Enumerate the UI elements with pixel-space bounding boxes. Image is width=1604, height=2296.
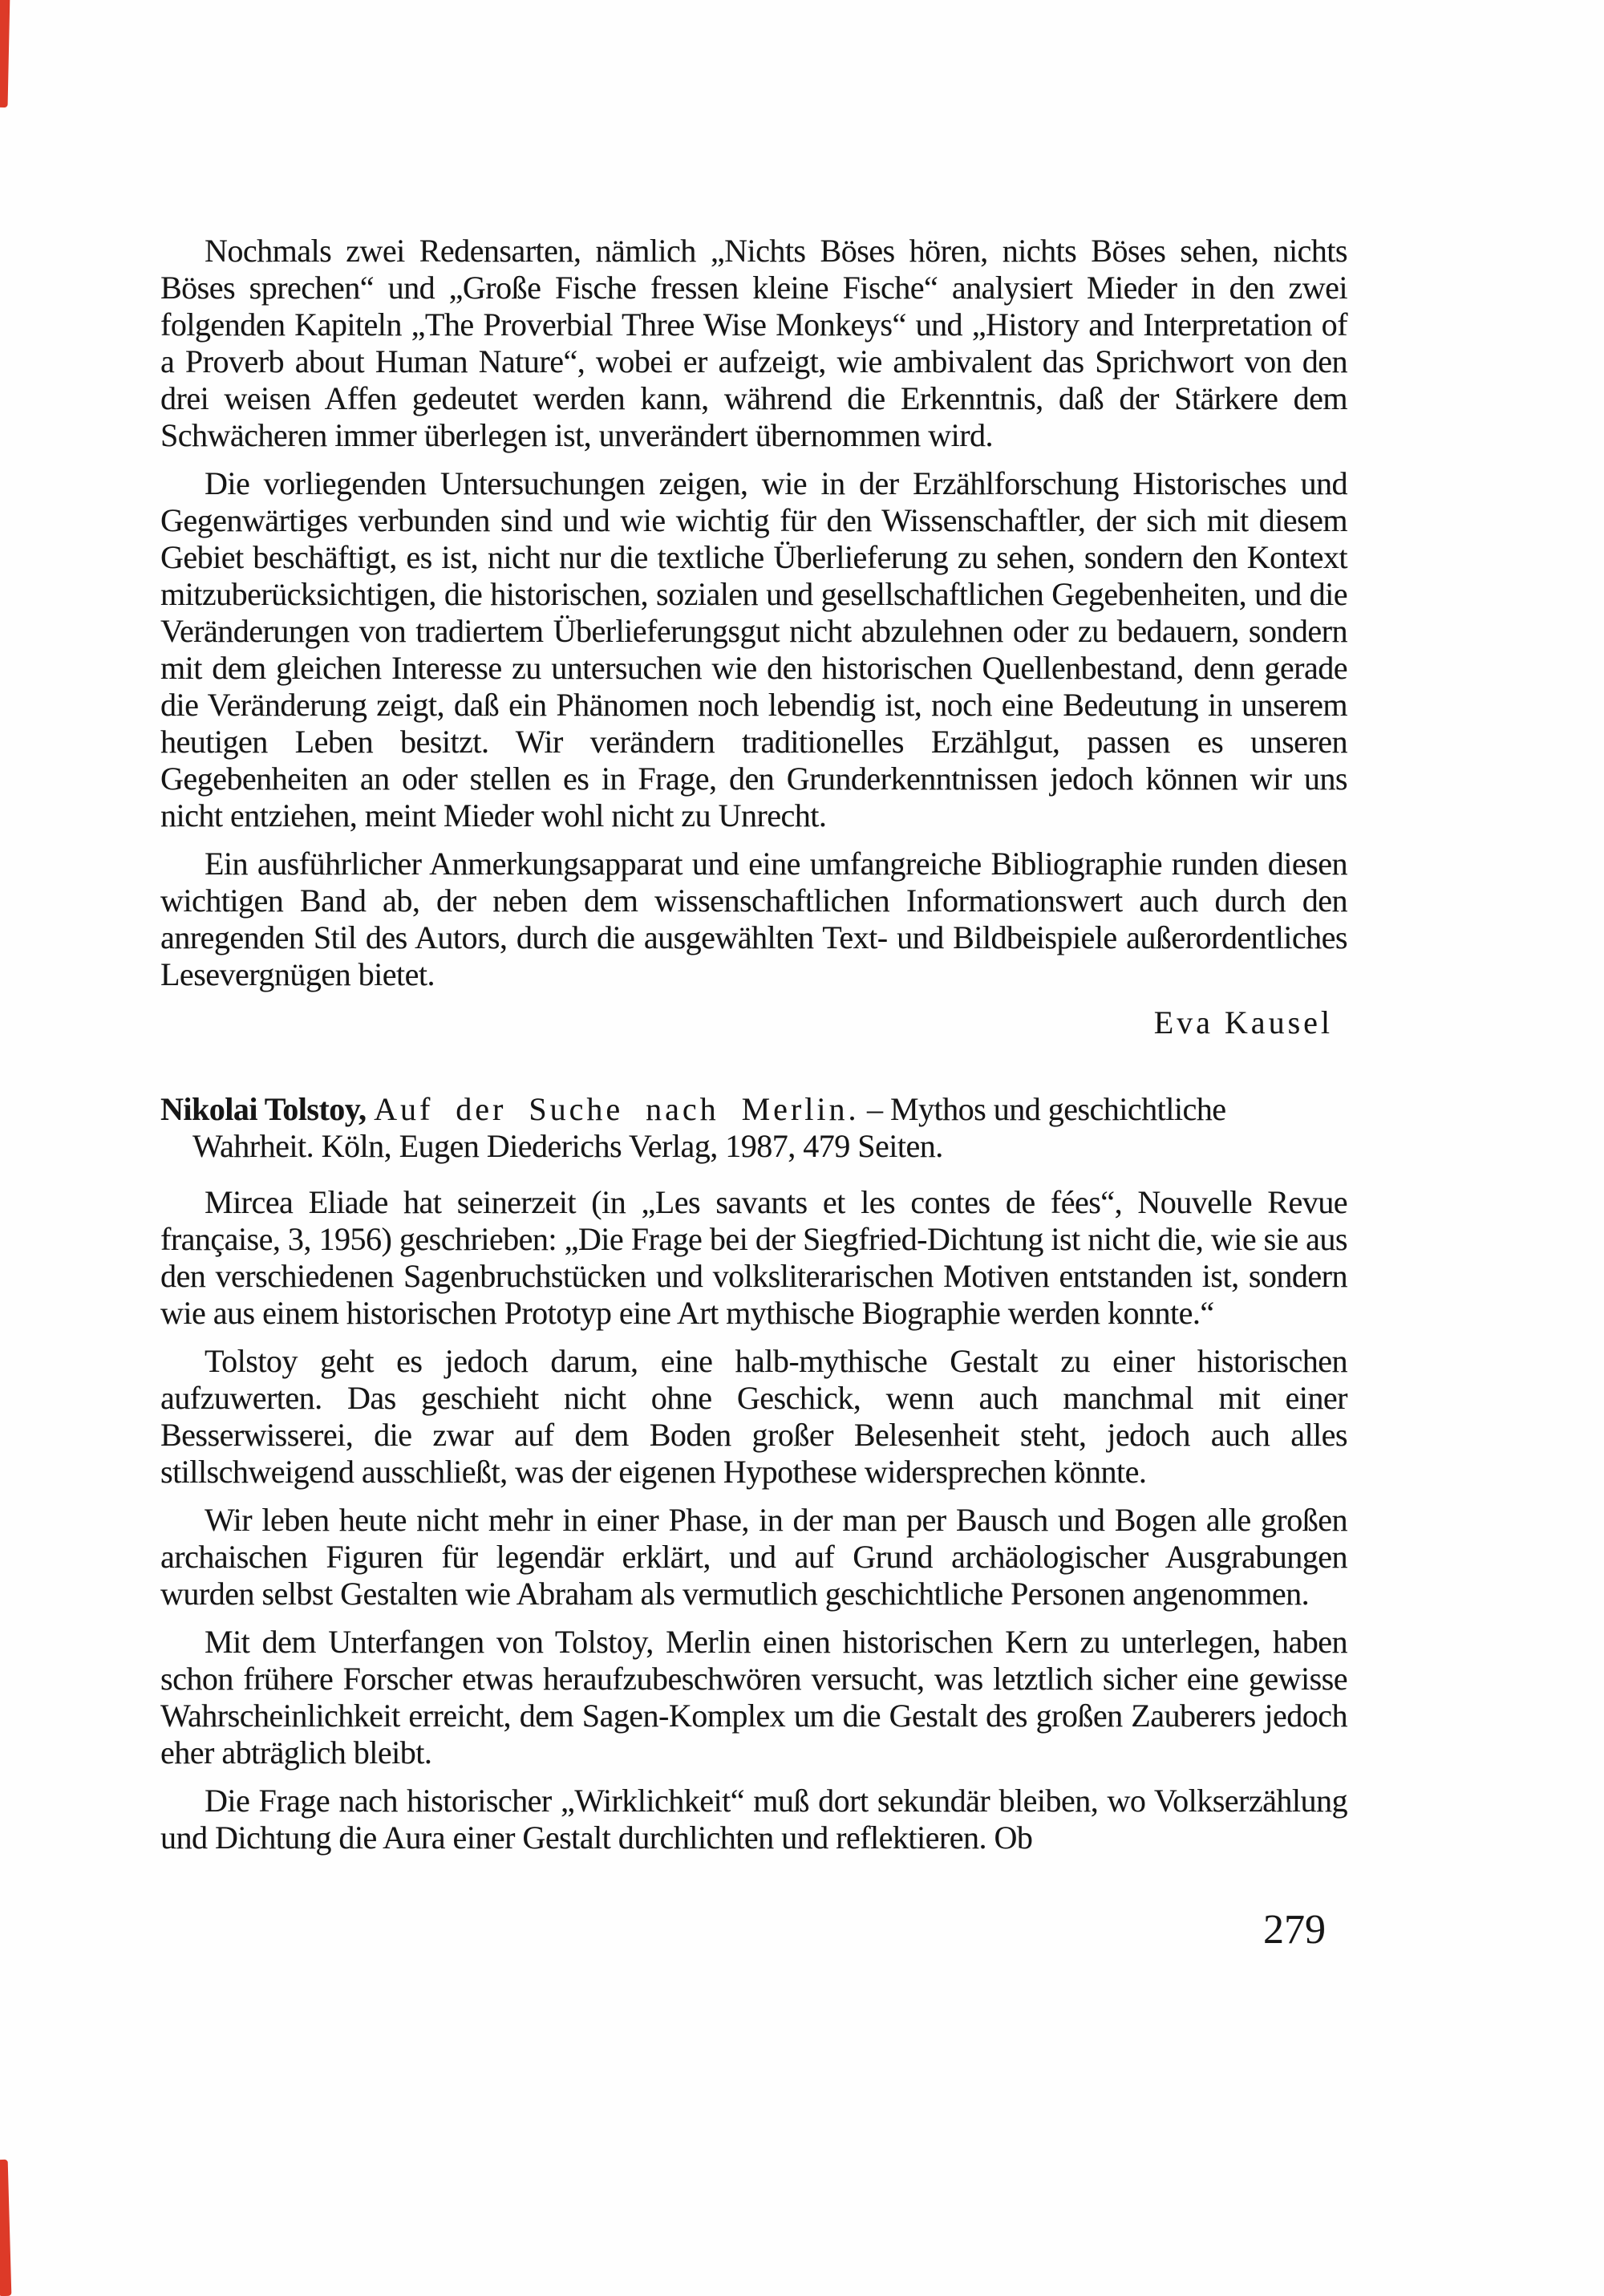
red-edge-mark-bottom [0,2160,11,2296]
page-number: 279 [1263,1907,1326,1953]
review-heading [160,1091,1347,1165]
review-book-subtitle: – Mythos und geschichtliche Wahrheit. Köln, Eugen Diederichs Verlag, 1987, 479 Seiten. [192,1091,1226,1164]
reviewer-signature: Eva Kausel [1153,1004,1333,1041]
paragraph-review-3: Wir leben heute nicht mehr in einer Phase, in der man per Bausch und Bogen alle großen archaischen Figuren für legendär erklärt, und auf Grund archäologischer Ausgrabungen wurden selbst Gestalten wie Abraham als vermutlich geschichtliche Personen angenommen. [160,1502,1347,1612]
paragraph-review-5: Die Frage nach historischer „Wirklichkeit“ muß dort sekundär bleiben, wo Volkserzählung und Dichtung die Aura einer Gestalt durchlichten und reflektieren. Ob [160,1783,1347,1856]
paragraph-front-3: Ein ausführlicher Anmerkungsapparat und eine umfangreiche Bibliographie runden diesen wichtigen Band ab, der neben dem wissenschaftlichen Informationswert auch durch den anregenden Stil des Autors, durch die ausgewählten Text- und Bildbeispiele außerordentliches Lesevergnügen bietet. [160,846,1347,992]
paragraph-review-2: Tolstoy geht es jedoch darum, eine halb-mythische Gestalt zu einer historischen aufzuwerten. Das geschieht nicht ohne Geschick, wenn auch manchmal mit einer Besserwisserei, die zwar auf dem Boden großer Belesenheit steht, jedoch auch alles stillschweigend ausschließt, was der eigenen Hypothese widersprechen könnte. [160,1343,1347,1490]
text-column [160,233,1347,1951]
red-edge-mark-top [0,0,10,107]
paragraph-review-1: Mircea Eliade hat seinerzeit (in „Les savants et les contes de fées“, Nouvelle Revue française, 3, 1956) geschrieben: „Die Frage bei der Siegfried-Dichtung ist nicht die, wie sie aus den verschiedenen Sagenbruchstücken und volksliterarischen Motiven entstanden ist, sondern wie aus einem historischen Prototyp eine Art mythische Biographie werden konnte.“ [160,1184,1347,1331]
review-book-title: Auf der Suche nach Merlin. [374,1091,860,1127]
review-book-author: Nikolai Tolstoy, [160,1091,367,1127]
paragraph-front-1: Nochmals zwei Redensarten, nämlich „Nichts Böses hören, nichts Böses sehen, nichts Böses sprechen“ und „Große Fische fressen kleine Fische“ analysiert Mieder in den zwei folgenden Kapiteln „The Proverbial Three Wise Monkeys“ und „History and Interpretation of a Proverb about Human Nature“, wobei er aufzeigt, wie ambivalent das Sprichwort von den drei weisen Affen gedeutet werden kann, während die Erkenntnis, daß der Stärkere dem Schwächeren immer überlegen ist, unverändert übernommen wird. [160,233,1347,453]
paragraph-front-2: Die vorliegenden Untersuchungen zeigen, wie in der Erzählforschung Historisches und Gegenwärtiges verbunden sind und wie wichtig für den Wissenschaftler, der sich mit diesem Gebiet beschäftigt, es ist, nicht nur die textliche Überlieferung zu sehen, sondern den Kontext mitzuberücksichtigen, die historischen, sozialen und gesellschaftlichen Gegebenheiten, und die Veränderungen von tradiertem Überlieferungsgut nicht abzulehnen oder zu bedauern, sondern mit dem gleichen Interesse zu untersuchen wie den historischen Quellenbestand, denn gerade die Veränderung zeigt, daß ein Phänomen noch lebendig ist, noch eine Bedeutung in unserem heutigen Leben besitzt. Wir verändern traditionelles Erzählgut, passen es unseren Gegebenheiten an oder stellen es in Frage, den Grunderkenntnissen jedoch können wir uns nicht entziehen, meint Mieder wohl nicht zu Unrecht. [160,465,1347,834]
paragraph-review-4: Mit dem Unterfangen von Tolstoy, Merlin einen historischen Kern zu unterlegen, haben schon frühere Forscher etwas heraufzubeschwören versucht, was letztlich sicher eine gewisse Wahrscheinlichkeit erreicht, dem Sagen-Komplex um die Gestalt des großen Zauberers jedoch eher abträglich bleibt. [160,1624,1347,1771]
